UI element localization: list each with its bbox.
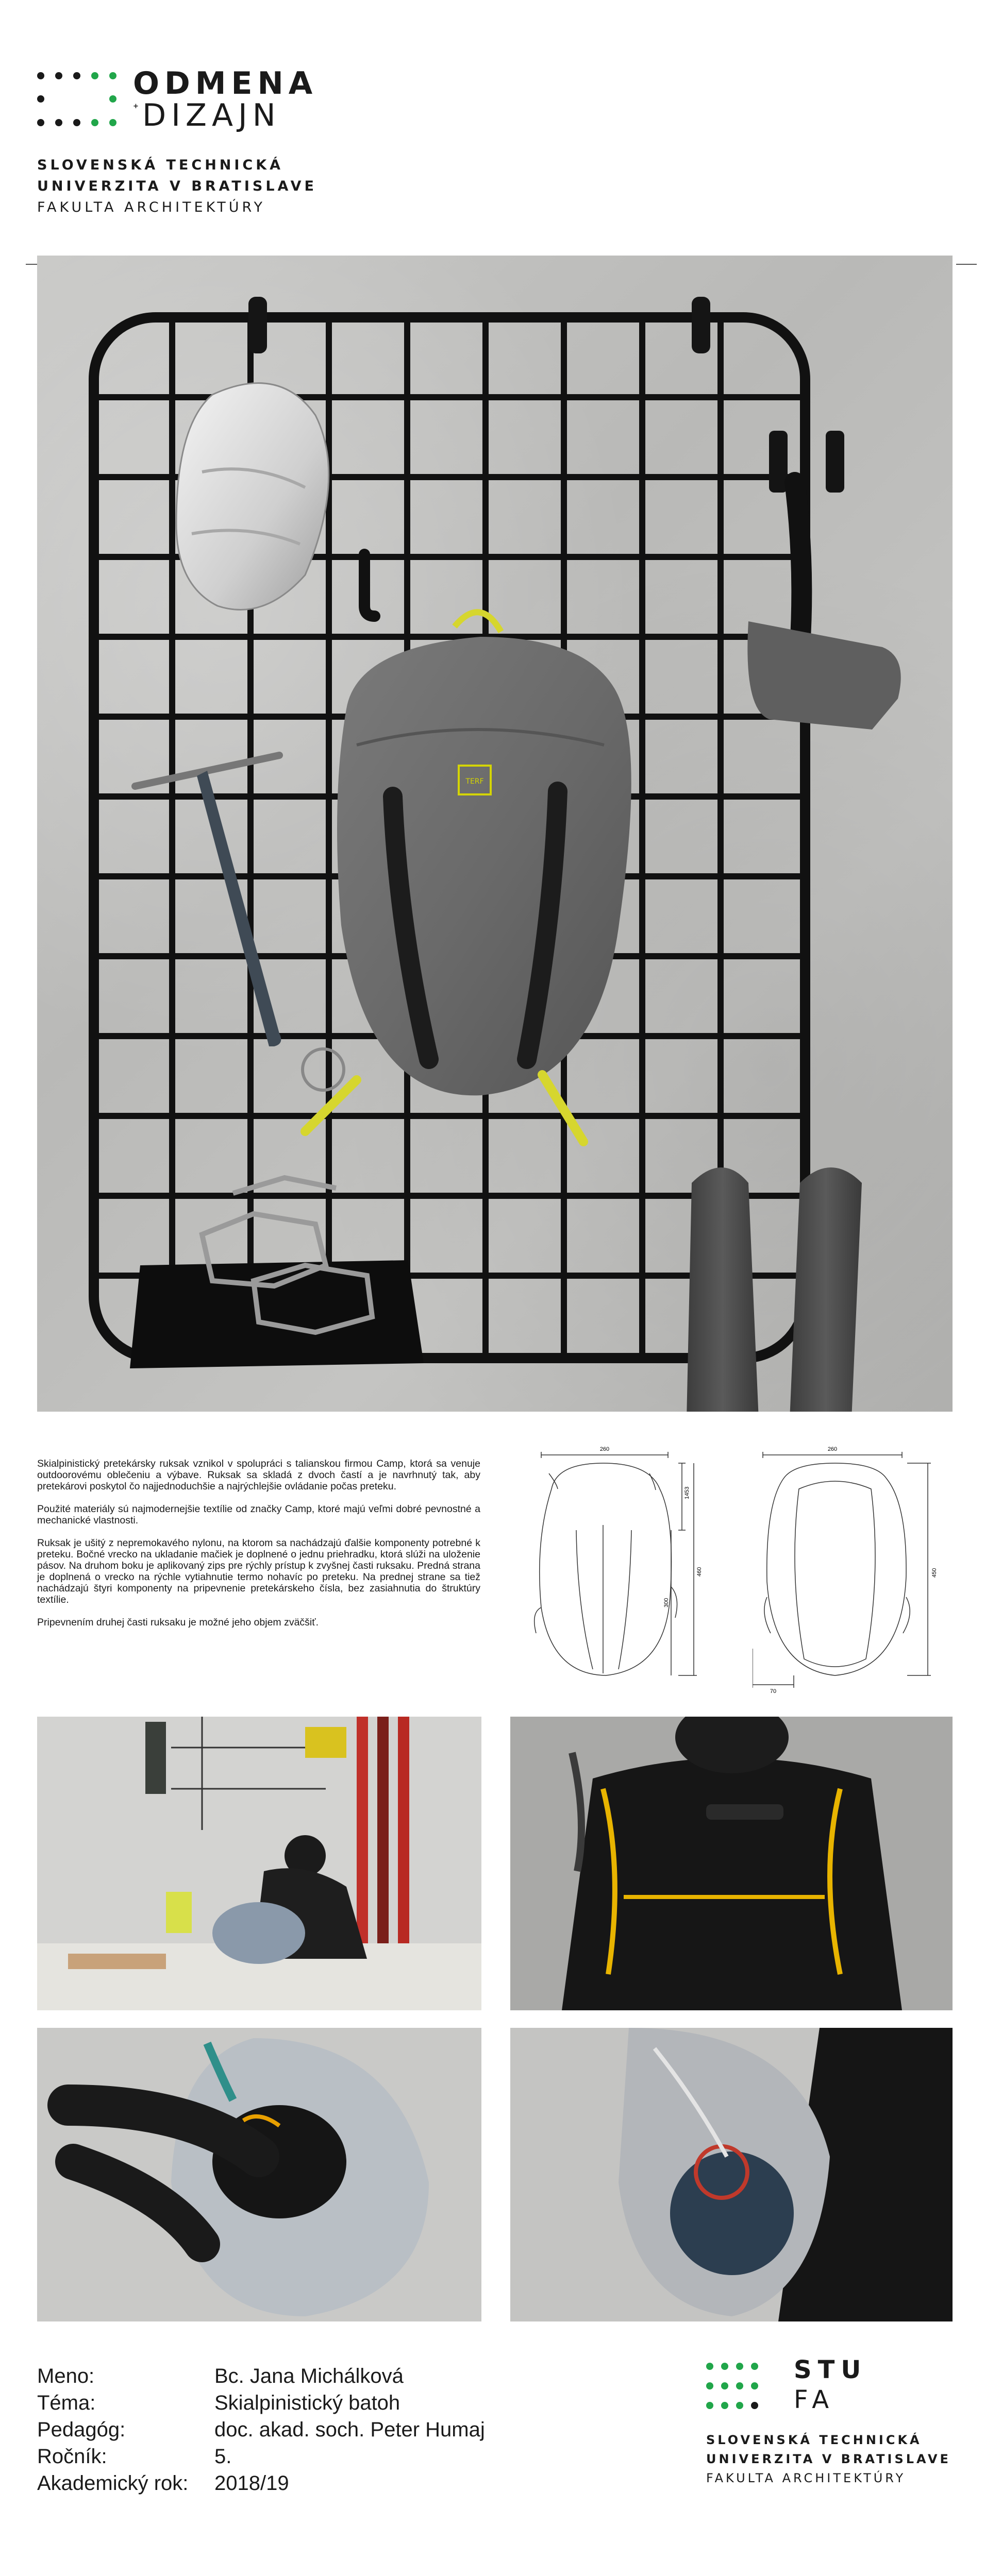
- backpack-illustration: [303, 612, 631, 1142]
- small-hook: [364, 554, 375, 616]
- odmena-logo-dots: [37, 72, 116, 128]
- value-academic-year: 2018/19: [214, 2472, 289, 2495]
- skin-hanger: [747, 431, 900, 730]
- technical-drawing-back: [753, 1443, 969, 1695]
- dim-front-h2: 300: [663, 1598, 670, 1607]
- label-topic: Téma:: [37, 2392, 96, 2414]
- stu-brand-line2: FA: [794, 2385, 836, 2414]
- wall-hook-right: [692, 297, 710, 353]
- wall-hook-left: [248, 297, 267, 353]
- description-paragraph-3: Ruksak je ušitý z nepremokavého nylonu, na ktorom sa nachádzajú ďalšie komponenty potrebné k preteku. Bočné vrecko na ukladanie mačiek je doplnené o jednu priehradku, ktorá slúži na uloženie pásov. Na druhom boku je aplikovaný zips pre rýchly prístup k zvyšnej časti ruksaku. Predná strana je doplnená o vrecko na rýchle vytiahnutie termo nohavíc po preteku. Na prednej strane sa tiež nachádzajú štyri komponenty na pripevnenie pretekárskeho čísla, bez zasiahnutia do štruktúry textílie.: [37, 1537, 480, 1605]
- description-paragraph-1: Skialpinistický pretekársky ruksak vznikol v spolupráci s talianskou firmou Camp, ktorá sa venuje outdoorovému oblečeniu a výbave. Ruksak sa skladá z dvoch častí a je navrhnutý tak, aby pretekárovi poskytol čo najjednoduchšie a najrýchlejšie ovládanie počas preteku.: [37, 1458, 480, 1492]
- brand-plus: +: [133, 103, 139, 110]
- photo-side-pocket: [510, 2028, 953, 2321]
- value-teacher: doc. akad. soch. Peter Humaj: [214, 2418, 485, 2441]
- project-description: [37, 1458, 480, 1639]
- footer-university-line2: UNIVERZITA V BRATISLAVE: [706, 2452, 951, 2466]
- label-academic-year: Akademický rok:: [37, 2472, 189, 2495]
- dim-front-height: 460: [696, 1567, 703, 1577]
- dim-front-width: 260: [599, 1446, 610, 1452]
- label-name: Meno:: [37, 2365, 95, 2387]
- faculty-name: FAKULTA ARCHITEKTÚRY: [37, 199, 265, 215]
- stu-brand-line1: STU: [794, 2355, 867, 2384]
- hero-product-image: [37, 256, 953, 1412]
- value-topic: Skialpinistický batoh: [214, 2392, 400, 2414]
- skis: [687, 1167, 862, 1412]
- photo-opening-backpack: [37, 2028, 481, 2321]
- label-year: Ročník:: [37, 2445, 107, 2468]
- stu-logo-dots: [706, 2363, 773, 2412]
- dim-back-depth: 70: [770, 1688, 777, 1694]
- brand-title-line2: DIZAJN: [142, 97, 281, 133]
- description-paragraph-4: Pripevnením druhej časti ruksaku je možné jeho objem zväčšiť.: [37, 1617, 319, 1628]
- brand-title-line1: ODMENA: [133, 65, 318, 101]
- helmet-illustration: [176, 383, 329, 610]
- footer-university-line1: SLOVENSKÁ TECHNICKÁ: [706, 2433, 922, 2447]
- value-year: 5.: [214, 2445, 232, 2468]
- dim-back-width: 260: [827, 1446, 838, 1452]
- university-name-line2: UNIVERZITA V BRATISLAVE: [37, 178, 317, 194]
- photo-chest-straps: [510, 1717, 953, 2010]
- technical-drawing-front: [521, 1443, 742, 1695]
- dim-front-h1: 1453: [684, 1486, 690, 1499]
- photo-athlete-packing: [37, 1717, 481, 2010]
- crop-mark-right: [956, 264, 977, 265]
- footer-faculty: FAKULTA ARCHITEKTÚRY: [706, 2471, 906, 2485]
- university-name-line1: SLOVENSKÁ TECHNICKÁ: [37, 157, 284, 173]
- dim-back-height: 450: [931, 1568, 938, 1578]
- label-teacher: Pedagóg:: [37, 2418, 126, 2441]
- backpack-logo-text: TERF: [465, 777, 484, 786]
- description-paragraph-2: Použité materiály sú najmodernejšie textílie od značky Camp, ktoré majú veľmi dobré pevnostné a mechanické vlastnosti.: [37, 1503, 480, 1526]
- value-name: Bc. Jana Michálková: [214, 2365, 404, 2387]
